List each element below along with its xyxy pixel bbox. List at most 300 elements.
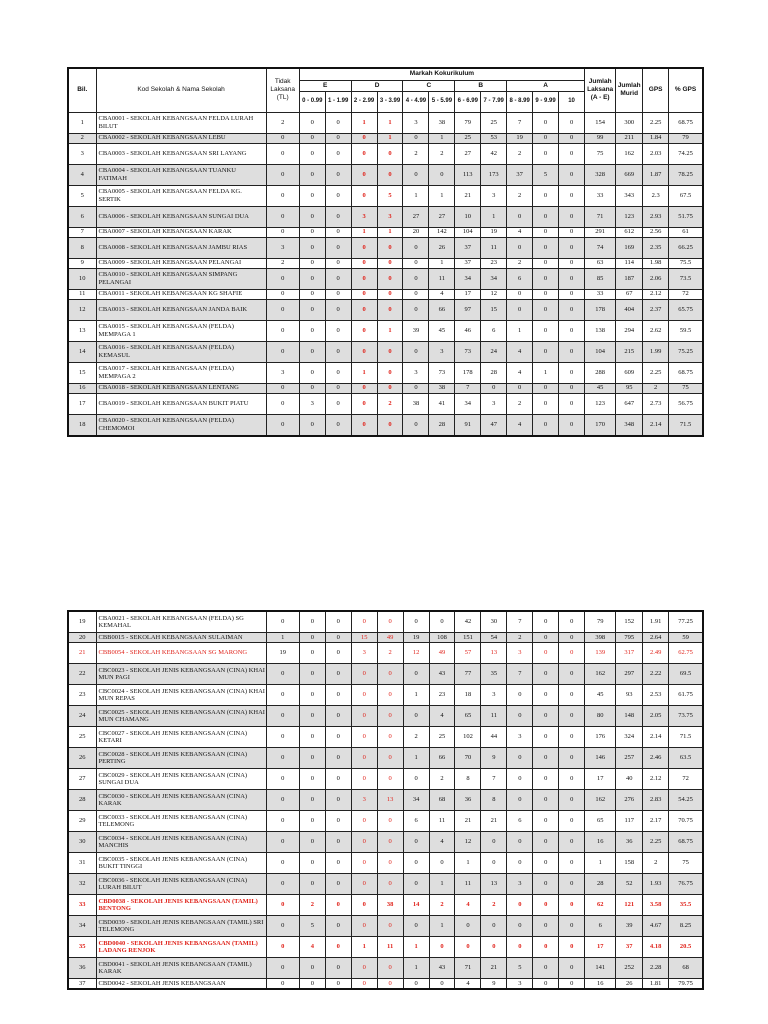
- row-value: 4: [507, 414, 533, 436]
- row-value: 85: [585, 268, 616, 289]
- row-bil: 10: [68, 268, 96, 289]
- row-value: 24: [481, 341, 507, 362]
- row-bil: 12: [68, 299, 96, 320]
- row-value: 51.75: [669, 206, 703, 227]
- row-value: 0: [299, 227, 325, 237]
- row-value: 2: [429, 143, 455, 164]
- row-value: 2.28: [643, 958, 669, 979]
- row-value: 0: [351, 414, 377, 436]
- table-row: [68, 895, 703, 916]
- row-value: 2.93: [643, 206, 669, 227]
- header-percent-gps: % GPS: [669, 68, 703, 112]
- row-value: 0: [507, 237, 533, 258]
- row-value: 43: [429, 958, 455, 979]
- row-value: 49: [377, 633, 403, 643]
- row-value: 45: [585, 685, 616, 706]
- row-bil: 21: [68, 643, 96, 664]
- row-value: 0: [299, 362, 325, 383]
- row-value: 13: [481, 643, 507, 664]
- row-value: 27: [429, 206, 455, 227]
- row-value: 2: [507, 185, 533, 206]
- row-value: 2.35: [643, 237, 669, 258]
- row-value: 3: [377, 206, 403, 227]
- row-bil: 6: [68, 206, 96, 227]
- row-school-name: CBA0003 - SEKOLAH KEBANGSAAN SRI LAYANG: [96, 143, 266, 164]
- row-value: 2.64: [643, 633, 669, 643]
- row-value: 3: [351, 643, 377, 664]
- row-value: 33: [585, 289, 616, 299]
- row-value: 3: [507, 727, 533, 748]
- row-value: 38: [403, 393, 429, 414]
- row-value: 0: [533, 320, 559, 341]
- row-value: 0: [325, 362, 351, 383]
- row-value: 4: [429, 289, 455, 299]
- row-value: 114: [616, 258, 643, 268]
- row-bil: 3: [68, 143, 96, 164]
- row-value: 162: [585, 664, 616, 685]
- row-value: 0: [533, 832, 559, 853]
- row-value: 4: [299, 937, 325, 958]
- row-school-name: CBC0023 - SEKOLAH JENIS KEBANGSAAN (CINA) KHAI MUN PAGI: [96, 664, 266, 685]
- row-value: 0: [266, 611, 299, 633]
- row-value: 0: [507, 748, 533, 769]
- row-value: 0: [559, 341, 585, 362]
- row-value: 0: [429, 937, 455, 958]
- row-value: 75: [669, 853, 703, 874]
- row-value: 0: [299, 237, 325, 258]
- row-value: 12: [455, 832, 481, 853]
- table-row: [68, 362, 703, 383]
- row-value: 0: [559, 393, 585, 414]
- row-value: 211: [616, 133, 643, 143]
- row-value: 0: [533, 790, 559, 811]
- row-value: 0: [377, 237, 403, 258]
- row-value: 0: [266, 685, 299, 706]
- row-value: 38: [429, 383, 455, 393]
- row-school-name: CBB0015 - SEKOLAH KEBANGSAAN SULAIMAN: [96, 633, 266, 643]
- row-value: 2.56: [643, 227, 669, 237]
- table-row: [68, 289, 703, 299]
- row-value: 1: [266, 633, 299, 643]
- row-value: 1: [351, 937, 377, 958]
- row-value: 5: [377, 185, 403, 206]
- row-value: 1: [507, 320, 533, 341]
- row-value: 0: [533, 383, 559, 393]
- row-value: 2: [507, 143, 533, 164]
- row-value: 158: [616, 853, 643, 874]
- row-value: 1: [377, 227, 403, 237]
- row-value: 21: [455, 185, 481, 206]
- row-value: 13: [377, 790, 403, 811]
- row-value: 0: [266, 289, 299, 299]
- row-bil: 18: [68, 414, 96, 436]
- row-value: 0: [559, 258, 585, 268]
- table-row: [68, 633, 703, 643]
- row-value: 0: [481, 853, 507, 874]
- row-value: 8: [481, 790, 507, 811]
- row-value: 66: [429, 299, 455, 320]
- row-value: 0: [507, 853, 533, 874]
- row-value: 0: [325, 268, 351, 289]
- row-value: 0: [403, 979, 429, 990]
- row-value: 0: [403, 341, 429, 362]
- row-value: 0: [533, 727, 559, 748]
- row-value: 0: [559, 769, 585, 790]
- row-value: 11: [377, 937, 403, 958]
- row-value: 38: [377, 895, 403, 916]
- table-row: [68, 811, 703, 832]
- table-row: [68, 979, 703, 990]
- row-value: 123: [616, 206, 643, 227]
- row-value: 0: [266, 393, 299, 414]
- row-value: 78.25: [669, 164, 703, 185]
- header-range: 7 - 7.99: [481, 91, 507, 112]
- row-value: 3: [351, 206, 377, 227]
- table-row: [68, 383, 703, 393]
- row-value: 647: [616, 393, 643, 414]
- row-value: 2.25: [643, 832, 669, 853]
- row-value: 2: [643, 383, 669, 393]
- row-value: 0: [559, 133, 585, 143]
- row-value: 0: [559, 685, 585, 706]
- row-school-name: CBA0004 - SEKOLAH KEBANGSAAN TUANKU FATIMAH: [96, 164, 266, 185]
- row-value: 0: [351, 958, 377, 979]
- row-value: 4: [507, 341, 533, 362]
- row-value: 9: [481, 748, 507, 769]
- row-value: 67.5: [669, 185, 703, 206]
- row-value: 79: [585, 611, 616, 633]
- row-value: 7: [507, 664, 533, 685]
- row-value: 0: [507, 895, 533, 916]
- row-value: 0: [299, 811, 325, 832]
- row-value: 39: [616, 916, 643, 937]
- row-value: 0: [325, 143, 351, 164]
- row-value: 6: [585, 916, 616, 937]
- row-value: 19: [266, 643, 299, 664]
- row-value: 0: [403, 133, 429, 143]
- row-value: 1: [377, 320, 403, 341]
- row-value: 5: [299, 916, 325, 937]
- row-value: 0: [351, 706, 377, 727]
- row-value: 59: [669, 633, 703, 643]
- row-value: 93: [616, 685, 643, 706]
- table-row: [68, 268, 703, 289]
- row-value: 102: [455, 727, 481, 748]
- row-value: 16: [585, 832, 616, 853]
- row-bil: 29: [68, 811, 96, 832]
- row-value: 0: [533, 258, 559, 268]
- row-value: 1.91: [643, 611, 669, 633]
- row-value: 0: [377, 685, 403, 706]
- row-value: 38: [429, 112, 455, 133]
- row-value: 113: [455, 164, 481, 185]
- row-value: 0: [325, 237, 351, 258]
- row-value: 2.12: [643, 289, 669, 299]
- row-value: 0: [533, 664, 559, 685]
- row-value: 0: [325, 289, 351, 299]
- row-value: 2.03: [643, 143, 669, 164]
- row-value: 0: [299, 611, 325, 633]
- row-value: 0: [325, 832, 351, 853]
- row-value: 0: [533, 979, 559, 990]
- header-jumlah-laksana: Jumlah Laksana (A - E): [585, 68, 616, 112]
- row-value: 0: [559, 664, 585, 685]
- row-value: 0: [325, 916, 351, 937]
- header-grade-d: D: [351, 80, 403, 91]
- row-school-name: CBA0021 - SEKOLAH KEBANGSAAN (FELDA) SG KEMAHAL: [96, 611, 266, 633]
- row-value: 20.5: [669, 937, 703, 958]
- row-bil: 19: [68, 611, 96, 633]
- row-value: 2: [403, 143, 429, 164]
- row-value: 0: [377, 916, 403, 937]
- row-value: 0: [266, 895, 299, 916]
- row-value: 2.22: [643, 664, 669, 685]
- row-value: 2.3: [643, 185, 669, 206]
- row-value: 1.98: [643, 258, 669, 268]
- row-value: 73.5: [669, 268, 703, 289]
- row-value: 0: [325, 383, 351, 393]
- row-value: 17: [585, 937, 616, 958]
- row-value: 0: [351, 268, 377, 289]
- row-value: 6: [403, 811, 429, 832]
- row-value: 0: [403, 874, 429, 895]
- row-value: 0: [559, 727, 585, 748]
- row-value: 2: [507, 393, 533, 414]
- row-value: 257: [616, 748, 643, 769]
- row-value: 0: [559, 227, 585, 237]
- row-value: 0: [299, 685, 325, 706]
- row-value: 0: [266, 874, 299, 895]
- row-value: 0: [351, 237, 377, 258]
- row-value: 2: [377, 643, 403, 664]
- row-bil: 37: [68, 979, 96, 990]
- row-value: 0: [403, 414, 429, 436]
- header-tidak-laksana: Tidak Laksana (TL): [266, 68, 299, 112]
- row-value: 68: [669, 958, 703, 979]
- row-value: 37: [455, 258, 481, 268]
- row-value: 0: [377, 958, 403, 979]
- row-value: 0: [325, 874, 351, 895]
- row-value: 54.25: [669, 790, 703, 811]
- row-value: 0: [403, 853, 429, 874]
- row-value: 33: [585, 185, 616, 206]
- row-value: 0: [351, 299, 377, 320]
- row-value: 13: [481, 874, 507, 895]
- row-value: 7: [507, 611, 533, 633]
- row-value: 20: [403, 227, 429, 237]
- row-value: 0: [325, 633, 351, 643]
- row-value: 40: [616, 769, 643, 790]
- table-row: [68, 611, 703, 633]
- row-value: 97: [455, 299, 481, 320]
- row-value: 0: [351, 289, 377, 299]
- row-value: 0: [299, 206, 325, 227]
- row-value: 0: [507, 685, 533, 706]
- row-value: 0: [351, 916, 377, 937]
- header-grade-a: A: [507, 80, 585, 91]
- row-value: 0: [325, 133, 351, 143]
- row-value: 74.25: [669, 143, 703, 164]
- row-value: 26: [429, 237, 455, 258]
- row-value: 0: [559, 289, 585, 299]
- row-value: 117: [616, 811, 643, 832]
- row-value: 0: [403, 706, 429, 727]
- row-value: 0: [559, 748, 585, 769]
- row-value: 0: [266, 414, 299, 436]
- row-value: 0: [299, 341, 325, 362]
- row-value: 67: [616, 289, 643, 299]
- row-school-name: CBC0035 - SEKOLAH JENIS KEBANGSAAN (CINA) BUKIT TINGGI: [96, 853, 266, 874]
- row-value: 41: [429, 393, 455, 414]
- row-value: 0: [266, 320, 299, 341]
- row-value: 71: [455, 958, 481, 979]
- header-range: 5 - 5.99: [429, 91, 455, 112]
- table-row: [68, 393, 703, 414]
- row-value: 8: [455, 769, 481, 790]
- row-value: 0: [533, 227, 559, 237]
- row-value: 0: [377, 268, 403, 289]
- row-value: 27: [403, 206, 429, 227]
- row-value: 6: [507, 811, 533, 832]
- row-school-name: CBA0020 - SEKOLAH KEBANGSAAN (FELDA) CHEMOMOI: [96, 414, 266, 436]
- row-value: 18: [455, 685, 481, 706]
- table-row: [68, 258, 703, 268]
- table-row: [68, 958, 703, 979]
- row-value: 0: [325, 206, 351, 227]
- row-bil: 28: [68, 790, 96, 811]
- results-table-page-1: [67, 67, 704, 437]
- row-value: 288: [585, 362, 616, 383]
- table-row: [68, 853, 703, 874]
- row-value: 0: [325, 748, 351, 769]
- row-school-name: CBA0010 - SEKOLAH KEBANGSAAN SIMPANG PELANGAI: [96, 268, 266, 289]
- row-school-name: CBD0039 - SEKOLAH JENIS KEBANGSAAN (TAMIL) SRI TELEMONG: [96, 916, 266, 937]
- row-value: 30: [481, 611, 507, 633]
- row-value: 0: [533, 874, 559, 895]
- row-value: 0: [351, 164, 377, 185]
- row-bil: 9: [68, 258, 96, 268]
- row-value: 21: [481, 811, 507, 832]
- row-value: 3: [507, 874, 533, 895]
- row-value: 2.49: [643, 643, 669, 664]
- row-value: 71: [585, 206, 616, 227]
- row-value: 108: [429, 633, 455, 643]
- row-school-name: CBA0008 - SEKOLAH KEBANGSAAN JAMBU RIAS: [96, 237, 266, 258]
- row-value: 2.37: [643, 299, 669, 320]
- row-value: 1: [351, 227, 377, 237]
- row-value: 0: [429, 979, 455, 990]
- row-value: 0: [325, 393, 351, 414]
- row-value: 0: [299, 727, 325, 748]
- row-value: 0: [403, 611, 429, 633]
- row-value: 0: [377, 811, 403, 832]
- row-value: 0: [559, 383, 585, 393]
- row-value: 276: [616, 790, 643, 811]
- row-value: 0: [325, 790, 351, 811]
- row-value: 0: [533, 643, 559, 664]
- row-value: 398: [585, 633, 616, 643]
- row-value: 291: [585, 227, 616, 237]
- row-school-name: CBC0034 - SEKOLAH JENIS KEBANGSAAN (CINA) MANCHIS: [96, 832, 266, 853]
- header-bil: Bil.: [68, 68, 96, 112]
- row-school-name: CBA0007 - SEKOLAH KEBANGSAAN KARAK: [96, 227, 266, 237]
- row-bil: 26: [68, 748, 96, 769]
- row-value: 0: [299, 133, 325, 143]
- row-value: 95: [616, 383, 643, 393]
- row-value: 0: [481, 832, 507, 853]
- row-value: 1: [429, 258, 455, 268]
- row-value: 44: [481, 727, 507, 748]
- row-value: 73: [429, 362, 455, 383]
- table-row: [68, 727, 703, 748]
- row-value: 0: [377, 727, 403, 748]
- row-value: 61: [669, 227, 703, 237]
- row-school-name: CBD0040 - SEKOLAH JENIS KEBANGSAAN (TAMIL) LADANG RENJOK: [96, 937, 266, 958]
- row-value: 0: [299, 289, 325, 299]
- row-value: 75.5: [669, 258, 703, 268]
- row-value: 37: [455, 237, 481, 258]
- row-value: 0: [377, 164, 403, 185]
- row-value: 68.75: [669, 362, 703, 383]
- row-value: 104: [585, 341, 616, 362]
- row-value: 66: [429, 748, 455, 769]
- row-value: 0: [266, 790, 299, 811]
- row-value: 0: [429, 611, 455, 633]
- row-bil: 23: [68, 685, 96, 706]
- row-value: 17: [585, 769, 616, 790]
- row-value: 35.5: [669, 895, 703, 916]
- row-value: 0: [377, 383, 403, 393]
- row-value: 21: [481, 958, 507, 979]
- row-value: 1: [403, 685, 429, 706]
- row-value: 0: [533, 748, 559, 769]
- row-value: 121: [616, 895, 643, 916]
- row-value: 215: [616, 341, 643, 362]
- table-row: [68, 164, 703, 185]
- row-value: 0: [559, 853, 585, 874]
- row-value: 0: [533, 958, 559, 979]
- row-value: 0: [325, 937, 351, 958]
- row-value: 173: [481, 164, 507, 185]
- row-value: 0: [299, 258, 325, 268]
- row-value: 34: [481, 268, 507, 289]
- row-school-name: CBD0042 - SEKOLAH JENIS KEBANGSAAN: [96, 979, 266, 990]
- row-value: 0: [351, 133, 377, 143]
- row-value: 9: [481, 979, 507, 990]
- row-value: 34: [403, 790, 429, 811]
- row-value: 0: [403, 289, 429, 299]
- row-value: 0: [533, 341, 559, 362]
- row-value: 0: [377, 258, 403, 268]
- row-value: 23: [429, 685, 455, 706]
- row-value: 59.5: [669, 320, 703, 341]
- row-value: 42: [455, 611, 481, 633]
- row-value: 0: [403, 258, 429, 268]
- row-school-name: CBA0017 - SEKOLAH KEBANGSAAN (FELDA) MEMPAGA 2: [96, 362, 266, 383]
- row-value: 2.06: [643, 268, 669, 289]
- row-value: 43: [429, 664, 455, 685]
- row-value: 0: [325, 414, 351, 436]
- row-value: 14: [403, 895, 429, 916]
- row-value: 317: [616, 643, 643, 664]
- row-value: 68.75: [669, 832, 703, 853]
- row-value: 0: [559, 164, 585, 185]
- row-value: 0: [351, 874, 377, 895]
- row-value: 0: [266, 664, 299, 685]
- row-value: 0: [325, 979, 351, 990]
- row-value: 0: [559, 643, 585, 664]
- header-kod-sekolah: Kod Sekolah & Nama Sekolah: [96, 68, 266, 112]
